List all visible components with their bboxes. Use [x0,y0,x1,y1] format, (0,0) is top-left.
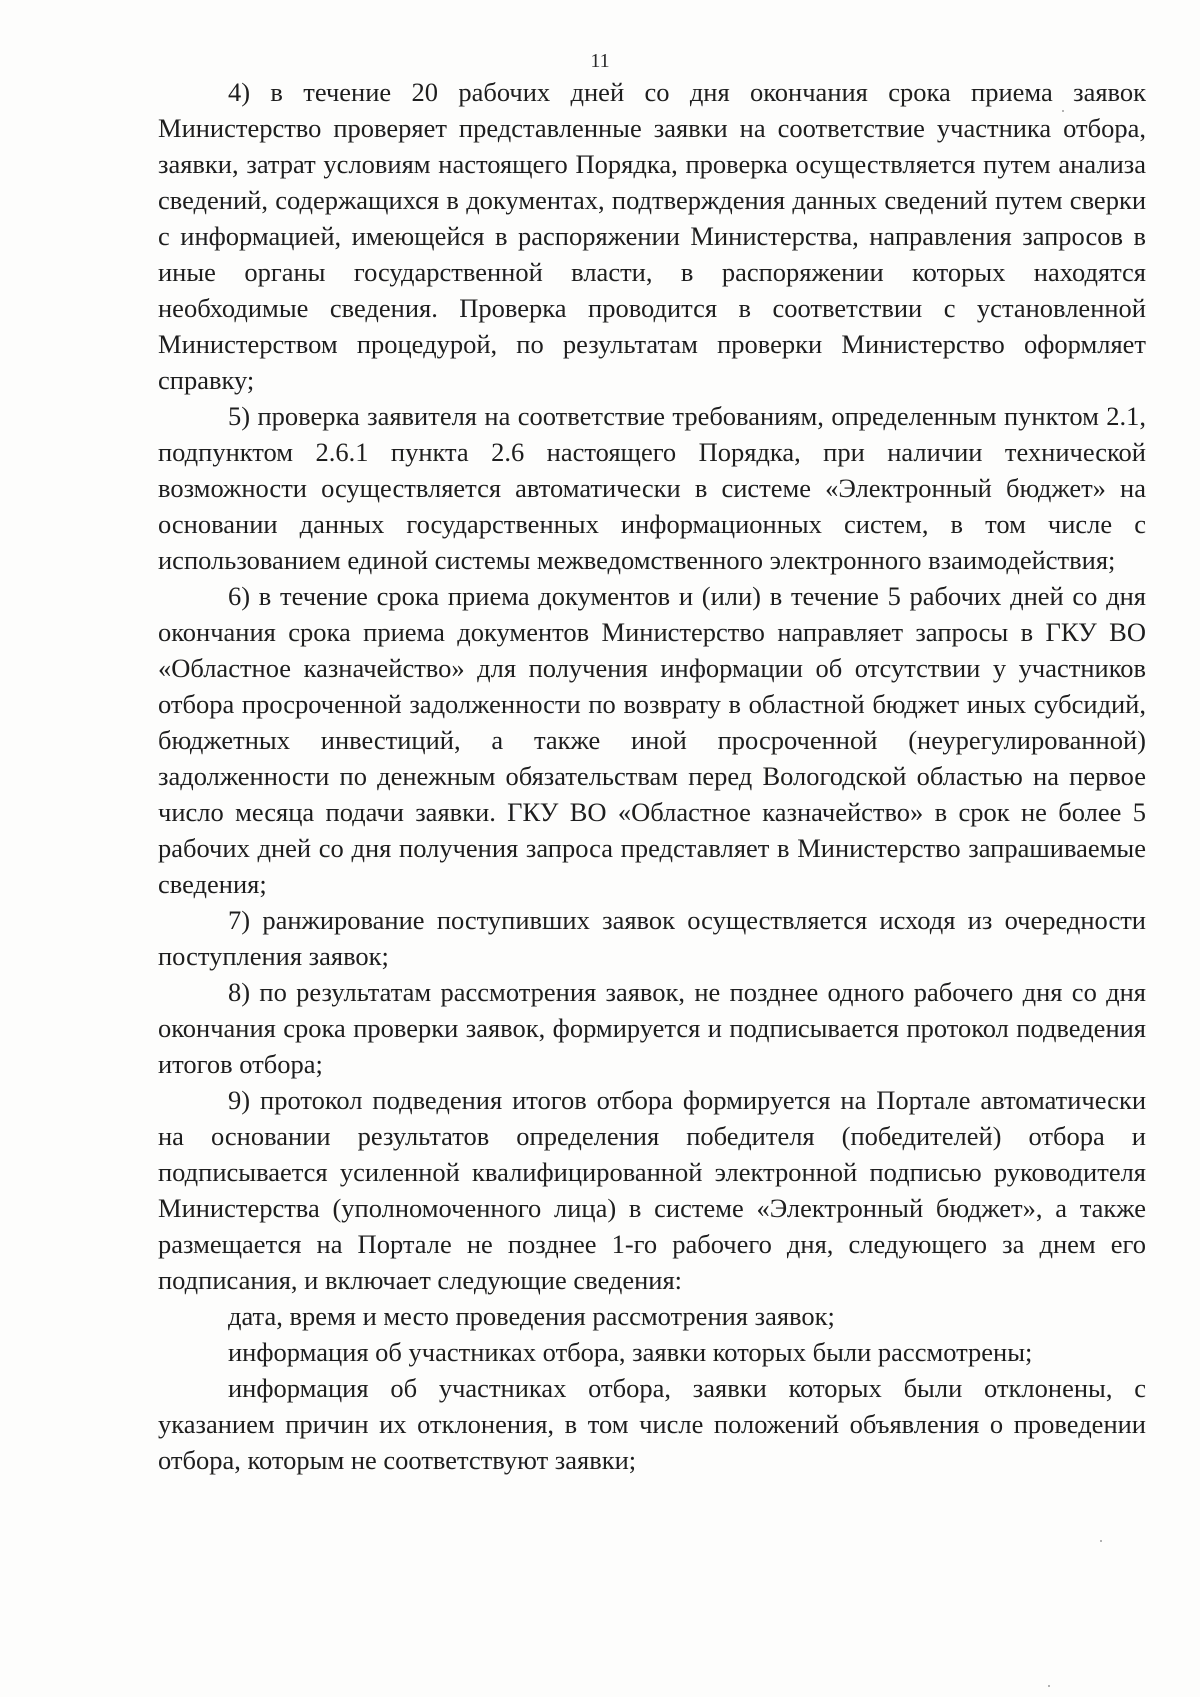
page-number: 11 [590,50,610,72]
paragraph-item-7: 7) ранжирование поступивших заявок осуществляется исходя из очередности поступления заявок; [158,905,1146,971]
paragraph-item-6: 6) в течение срока приема документов и (или) в течение 5 рабочих дней со дня окончания срока приема документов Министерство направляет запросы в ГКУ ВО «Областное казначейство» для получения информации об отсутствии у участников отбора просроченной задолженности по возврату в областной бюджет иных субсидий, бюджетных инвестиций, а также иной просроченной (неурегулированной) задолженности по денежным обязательствам перед Вологодской областью на первое число месяца подачи заявки. ГКУ ВО «Областное казначейство» в срок не более 5 рабочих дней со дня получения запроса представляет в Министерство запрашиваемые сведения; [158,581,1146,899]
protocol-info-date: дата, время и место проведения рассмотрения заявок; [228,1301,835,1331]
paragraph-item-9: 9) протокол подведения итогов отбора формируется на Портале автоматически на основании результатов определения победителя (победителей) отбора и подписывается усиленной квалифицированной электронной подписью руководителя Министерства (уполномоченного лица) в системе «Электронный бюджет», а также размещается на Портале не позднее 1-го рабочего дня, следующего за днем его подписания, и включает следующие сведения: [158,1085,1146,1295]
paragraph-item-4: 4) в течение 20 рабочих дней со дня окончания срока приема заявок Министерство проверяет представленные заявки на соответствие участника отбора, заявки, затрат условиям настоящего Порядка, проверка осуществляется путем анализа сведений, содержащихся в документах, подтверждения данных сведений путем сверки с информацией, имеющейся в распоряжении Министерства, направления запросов в иные органы государственной власти, в распоряжении которых находятся необходимые сведения. Проверка проводится в соответствии с установленной Министерством процедурой, по результатам проверки Министерство оформляет справку; [158,77,1146,395]
paragraph-item-8: 8) по результатам рассмотрения заявок, не позднее одного рабочего дня со дня окончания срока проверки заявок, формируется и подписывается протокол подведения итогов отбора; [158,977,1146,1079]
paragraph-item-5: 5) проверка заявителя на соответствие требованиям, определенным пунктом 2.1, подпунктом 2.6.1 пункта 2.6 настоящего Порядка, при наличии технической возможности осуществляется автоматически в системе «Электронный бюджет» на основании данных государственных информационных систем, в том числе с использованием единой системы межведомственного электронного взаимодействия; [158,401,1146,575]
document-body [158,74,1146,1478]
protocol-info-considered: информация об участниках отбора, заявки которых были рассмотрены; [228,1337,1033,1367]
scan-speck [1062,110,1064,112]
scan-speck [1100,1540,1102,1542]
scan-speck [1048,1685,1050,1687]
protocol-info-rejected: информация об участниках отбора, заявки которых были отклонены, с указанием причин их отклонения, в том числе положений объявления о проведении отбора, которым не соответствуют заявки; [158,1373,1146,1475]
